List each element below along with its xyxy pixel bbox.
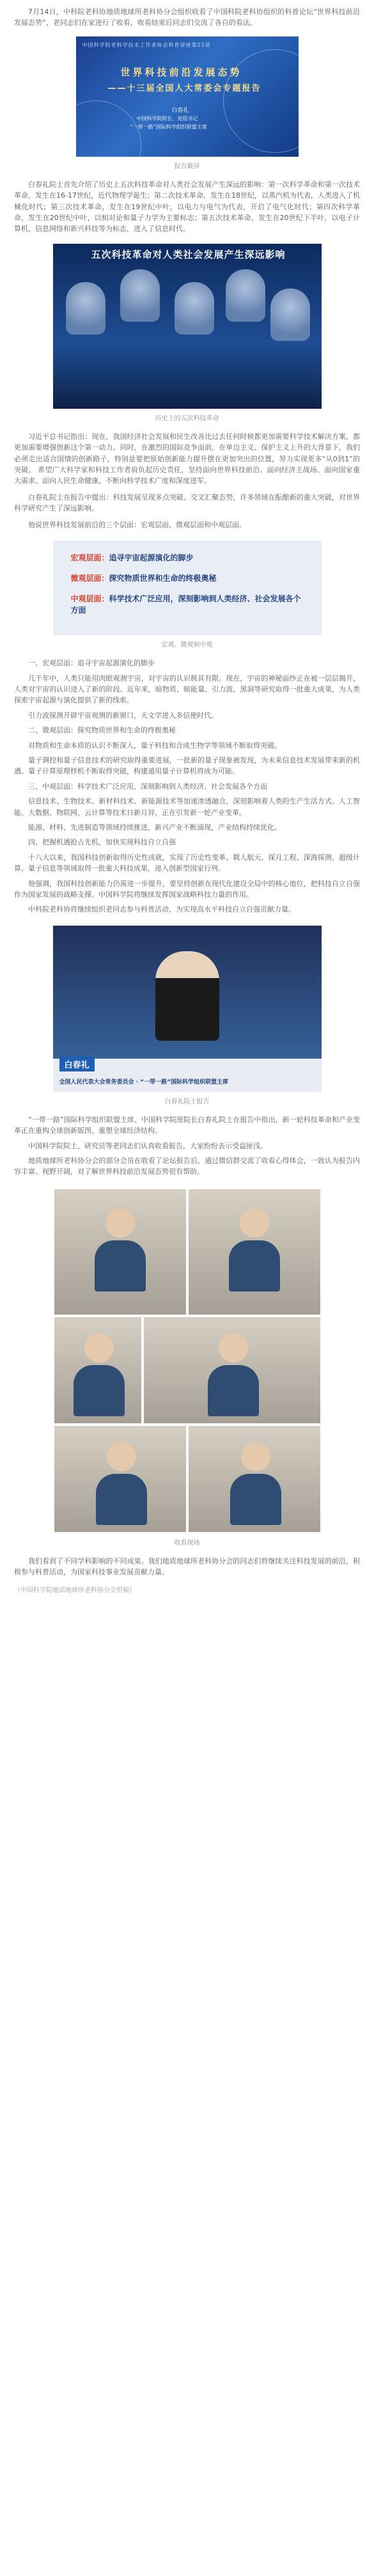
section-heading: 一、宏观层面：追寻宇宙起源演化的脚步 bbox=[28, 659, 155, 668]
body-paragraph: 中国科学院院士、研究员等老同志们认真收看报告，大家纷纷表示受益匪浅。 bbox=[28, 1141, 267, 1150]
viewing-photo bbox=[187, 1425, 322, 1533]
slide-line: 中观层面：科学技术广泛应用，深刻影响到人类经济、社会发展各个方面 bbox=[70, 594, 301, 615]
figure-caption: 报告截屏 bbox=[174, 162, 200, 170]
intro-paragraph: 7月14日，中科院老科协地质地球所老科协分会组织收看了中国科院老科协组织的科普论坛“世界科技前沿发展态势”，老同志们在家进行了收看，收看结束后同志们交流了各自的看法。 bbox=[14, 8, 360, 28]
scientist-portrait bbox=[66, 282, 105, 335]
viewing-photo bbox=[143, 1316, 322, 1425]
body-paragraph: 白春礼院士在报告中提出：科技发展呈现多点突破、交叉汇聚态势，许多领域在酝酿新的重大突破，对世界科学研究产生了深远影响。 bbox=[14, 493, 360, 513]
scientist-portrait bbox=[270, 288, 310, 341]
body-paragraph: 对物质和生命本质的认识不断深入，量子科技和合成生物学等领域不断取得突破。 bbox=[28, 741, 281, 750]
body-paragraph: 白春礼院士首先介绍了历史上五次科技革命对人类社会发展产生深远的影响：第一次科学革命和第一次技术革命，发生在16-17世纪，近代物理学诞生；第二次技术革命，发生在18世纪，以蒸汽机为代表，人类进入了机械化时代；第三次技术革命，发生在19世纪中叶，以电力与电气为代表，开启了电气化时代；第四次科学革命，发生在20世纪中叶，以相对论和量子力学为主要标志；第五次技术革命，发生在20世纪下半叶，以电子计算机、信息网络和新兴科技等为标志，进入了信息时代。 bbox=[14, 180, 360, 233]
speaker-name: 白春礼 bbox=[171, 107, 189, 114]
scientist-portrait bbox=[175, 282, 214, 335]
body-paragraph: 地质地球所老科协分会的部分会员在收看了论坛报告后，通过微信群交流了收看心得体会，一致认为报告内容丰富、视野开阔，对了解世界科技前沿发展态势很有帮助。 bbox=[14, 1157, 360, 1176]
article-page bbox=[0, 6, 374, 1594]
figure-caption: 收看现场 bbox=[174, 1539, 200, 1547]
three-levels-slide bbox=[53, 541, 322, 635]
section-heading: 三、中观层面：科学技术广泛应用，深刻影响到人类经济、社会发展各个方面 bbox=[28, 782, 267, 791]
figure-caption: 宏观、微观和中观 bbox=[161, 642, 213, 649]
slide-line: 微观层面：探究物质世界和生命的终极奥秘 bbox=[70, 574, 217, 583]
section-text bbox=[0, 658, 374, 915]
body-paragraph: 量子调控和量子信息技术的研究取得重要进展，一批新的量子现象被发现，为未来信息技术发展带来新的机遇。量子计算原理样机不断取得突破，构建通用量子计算机将成为可能。 bbox=[14, 755, 360, 776]
body-paragraph: 几千年中，人类只能用肉眼观测宇宙，对宇宙的认识极其有限。现在，宇宙的神秘面纱正在被一层层揭开，人类对宇宙的认识进入了新的阶段。近年来，暗物质、暗能量、引力波、黑洞等研究取得一批重大成果，为人类探索宇宙起源与演化提供了新的线索。 bbox=[14, 674, 360, 705]
body-paragraph: 十八大以来，我国科技创新取得历史性成就，实现了历史性变革。载人航天、探月工程、深海探测、超级计算、量子信息等领域取得一批重大科技成果，进入创新型国家行列。 bbox=[14, 853, 360, 873]
banner-header: 中国科学院老科学技术工作者协会科普讲座第21讲 bbox=[82, 42, 211, 48]
speaker-nameplate: 白春礼 bbox=[59, 1057, 95, 1071]
banner-subtitle: ——十三届全国人大常委会专题报告 bbox=[107, 83, 261, 93]
speaker-title: 中国科学院院长、党组书记 bbox=[136, 115, 198, 122]
body-paragraph: 能源、材料、先进制造等领域持续推进，新兴产业不断涌现，产业结构持续优化。 bbox=[28, 823, 281, 832]
body-paragraph: 中科院老科协将继续组织老同志参与科普活动，为实现高水平科技自立自强贡献力量。 bbox=[28, 905, 295, 914]
figure-caption: 历史上的五次科技革命 bbox=[155, 415, 219, 422]
viewing-photo bbox=[53, 1316, 143, 1425]
viewing-photo bbox=[187, 1188, 322, 1316]
body-paragraph: 习近平总书记指出：现在，我国经济社会发展和民生改善比过去任何时候都更加需要科学技术解决方案，都更加需要增强创新这个第一动力。同时，在激烈的国际竞争面前，在单边主义、保护主义上升的大背景下，我们必须走出适合国情的创新路子，特别是要把原始创新能力提升摆在更加突出的位置，努力实现更多“从0到1”的突破。 希望广大科学家和科技工作者肩负起历史责任，坚持面向世界科技前沿、面向经济主战场、面向国家重大需求、面向人民生命健康，不断向科学技术广度和深度进军。 bbox=[14, 432, 360, 486]
viewing-photos-collage bbox=[53, 1188, 322, 1533]
scientist-portrait bbox=[226, 269, 265, 322]
body-paragraph: 信息技术、生物技术、新材料技术、新能源技术等加速渗透融合，深刻影响着人类的生产生活方式。人工智能、大数据、物联网、云计算等技术日新月异，正在引发新一轮产业变革。 bbox=[14, 797, 360, 817]
slide-line: 宏观层面：追寻宇宙起源演化的脚步 bbox=[70, 553, 194, 563]
revolutions-figure bbox=[53, 244, 322, 409]
body-paragraph: 引力波探测开辟宇宙观测的新窗口，天文学进入多信使时代。 bbox=[28, 711, 218, 720]
lecture-banner bbox=[76, 36, 299, 157]
section-heading: 二、微观层面：探究物质世界和生命的终极奥秘 bbox=[28, 726, 176, 735]
speaker-tagline: 全国人民代表大会常务委员会 · “一带一路”国际科学组织联盟主席 bbox=[59, 1079, 229, 1086]
body-paragraph: 他强调，我国科技创新能力仍需进一步提升，要坚持创新在现代化建设全局中的核心地位，把科技自立自强作为国家发展的战略支撑。中国科学院将继续发挥国家战略科技力量的作用。 bbox=[14, 879, 360, 899]
body-paragraph: 我们看到了不同学科影响的不同成果。我们地质地球所老科协分会的同志们将继续关注科技发展的前沿，积极参与科普活动，为国家科技事业发展贡献力量。 bbox=[14, 1556, 360, 1577]
viewing-photo bbox=[53, 1188, 187, 1316]
source-footer: （中国科学院地质地球所老科协分会供稿） bbox=[14, 1586, 136, 1594]
body-paragraph: “一带一路”国际科学组织联盟主席、中国科学院原院长白春礼院士在报告中指出，新一轮科技革命和产业变革正在重构全球创新版图、重塑全球经济结构。 bbox=[14, 1115, 360, 1135]
figure-caption: 白春礼院士报告 bbox=[164, 1098, 210, 1105]
speaker-title-2: “一带一路”国际科学组织联盟主席 bbox=[130, 123, 207, 130]
section-heading: 四、把握机遇抢占先机，加快实现科技自立自强 bbox=[28, 838, 176, 847]
speaker-figure bbox=[155, 951, 219, 1041]
body-paragraph: 他说世界科技发展前沿的三个层面：宏观层面、微观层面和中观层面。 bbox=[28, 520, 246, 529]
banner-title: 世界科技前沿发展态势 bbox=[120, 66, 242, 78]
figure-heading: 五次科技革命对人类社会发展产生深远影响 bbox=[91, 248, 286, 260]
viewing-photo bbox=[53, 1425, 187, 1533]
speaker-photo bbox=[53, 926, 322, 1092]
scientist-portrait bbox=[120, 269, 160, 322]
